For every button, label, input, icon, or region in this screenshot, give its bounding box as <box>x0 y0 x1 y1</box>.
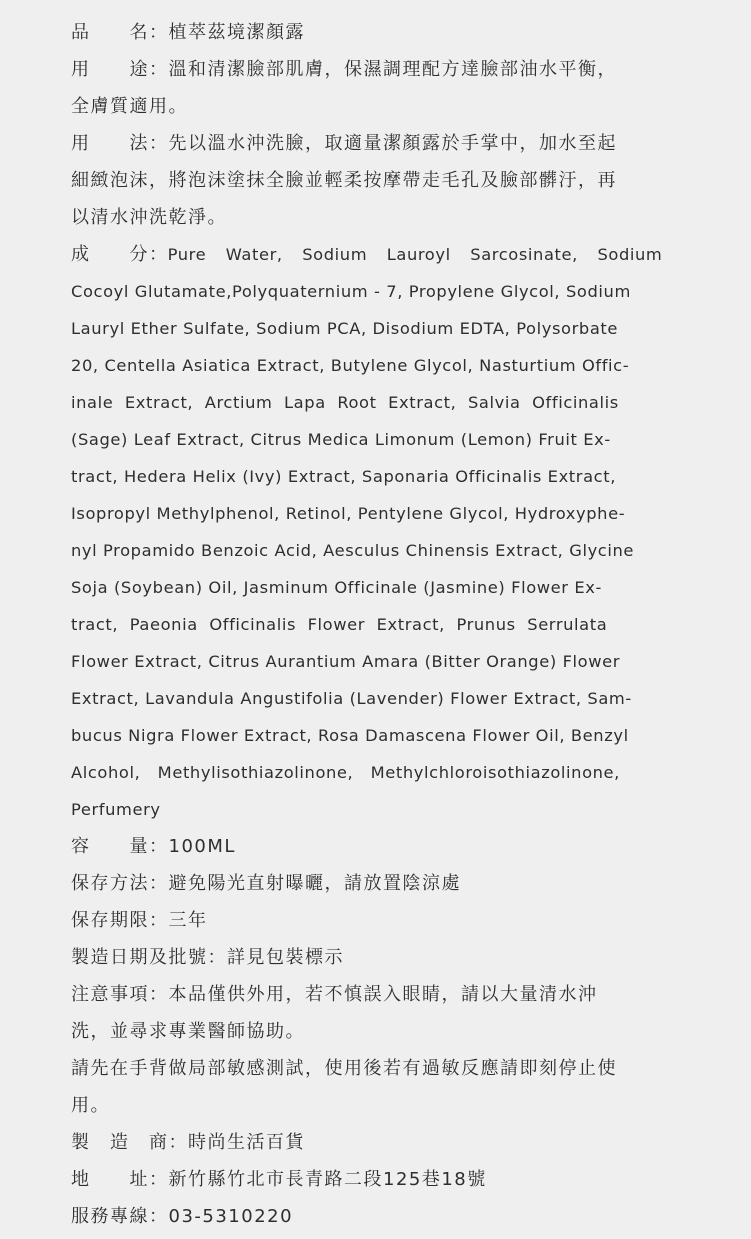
manufacture-date-row <box>71 939 673 976</box>
ingredients-line: (Sage) Leaf Extract, Citrus Medica Limonum (Lemon) Fruit Ex- <box>71 430 611 449</box>
separator: ： <box>149 984 169 1005</box>
ingredients-line: tract, Paeonia Officinalis Flower Extract, Prunus Serrulata <box>71 615 608 634</box>
separator: ： <box>149 1169 169 1190</box>
usage-label: 用 途 <box>71 59 149 80</box>
address-label: 地 址 <box>71 1169 149 1190</box>
separator: ： <box>149 910 169 931</box>
manufacture-date-value: 詳見包裝標示 <box>227 947 344 968</box>
caution-text-line-2: 洗，並尋求專業醫師協助。 <box>71 1021 305 1042</box>
method-label: 用 法 <box>71 133 149 154</box>
caution-row <box>71 976 673 1013</box>
ingredients-line: bucus Nigra Flower Extract, Rosa Damascena Flower Oil, Benzyl <box>71 726 629 745</box>
ingredients-line: nyl Propamido Benzoic Acid, Aesculus Chinensis Extract, Glycine <box>71 541 635 560</box>
usage-text-line-1: 溫和清潔臉部肌膚，保濕調理配方達臉部油水平衡， <box>168 59 617 80</box>
manufacturer-row <box>71 1124 673 1161</box>
ingredients-row <box>71 236 673 273</box>
shelf-life-value: 三年 <box>168 910 208 931</box>
ingredients-line: Perfumery <box>71 800 161 819</box>
separator: ： <box>168 1132 188 1153</box>
separator: ： <box>149 1206 169 1227</box>
ingredients-line: Alcohol, Methylisothiazolinone, Methylchloroisothiazolinone, <box>71 763 620 782</box>
caution-text-line-1: 本品僅供外用，若不慎誤入眼睛，請以大量清水沖 <box>168 984 598 1005</box>
address-value: 新竹縣竹北市長青路二段125巷18號 <box>168 1169 487 1190</box>
ingredients-line: 20, Centella Asiatica Extract, Butylene Glycol, Nasturtium Offic- <box>71 356 630 375</box>
product-name-value: 植萃茲境潔顏露 <box>168 22 305 43</box>
patch-test-line-2: 用。 <box>71 1095 110 1116</box>
storage-method-label: 保存方法 <box>71 873 149 894</box>
product-name-row <box>71 14 673 51</box>
usage-row <box>71 51 673 88</box>
separator: ： <box>149 133 169 154</box>
ingredients-line: Lauryl Ether Sulfate, Sodium PCA, Disodium EDTA, Polysorbate <box>71 319 619 338</box>
ingredients-line: tract, Hedera Helix (Ivy) Extract, Saponaria Officinalis Extract, <box>71 467 616 486</box>
volume-value: 100ML <box>168 836 236 857</box>
ingredients-label: 成 分 <box>71 244 149 265</box>
method-text-line-3: 以清水沖洗乾淨。 <box>71 207 227 228</box>
storage-method-value: 避免陽光直射曝曬，請放置陰涼處 <box>168 873 461 894</box>
ingredients-line: Flower Extract, Citrus Aurantium Amara (Bitter Orange) Flower <box>71 652 621 671</box>
ingredients-block <box>71 236 673 828</box>
shelf-life-row <box>71 902 673 939</box>
separator: ： <box>149 244 168 265</box>
usage-text-line-2: 全膚質適用。 <box>71 96 188 117</box>
manufacture-date-label: 製造日期及批號 <box>71 947 208 968</box>
ingredients-line: Extract, Lavandula Angustifolia (Lavender) Flower Extract, Sam- <box>71 689 632 708</box>
ingredients-line: Isopropyl Methylphenol, Retinol, Pentylene Glycol, Hydroxyphe- <box>71 504 626 523</box>
service-line-row <box>71 1198 673 1235</box>
method-text-line-1: 先以溫水沖洗臉，取適量潔顏露於手掌中，加水至起 <box>168 133 617 154</box>
separator: ： <box>207 947 227 968</box>
ingredients-line: Cocoyl Glutamate,Polyquaternium - 7, Propylene Glycol, Sodium <box>71 282 631 301</box>
ingredients-first-line: Pure Water, Sodium Lauroyl Sarcosinate, Sodium <box>167 245 663 264</box>
storage-method-row <box>71 865 673 902</box>
product-name-label: 品 名 <box>71 22 149 43</box>
caution-label: 注意事項 <box>71 984 149 1005</box>
manufacturer-label: 製 造 商 <box>71 1132 169 1153</box>
separator: ： <box>149 873 169 894</box>
service-line-label: 服務專線 <box>71 1206 149 1227</box>
shelf-life-label: 保存期限 <box>71 910 149 931</box>
ingredients-line: Soja (Soybean) Oil, Jasminum Officinale (Jasmine) Flower Ex- <box>71 578 602 597</box>
ingredients-line: inale Extract, Arctium Lapa Root Extract, Salvia Officinalis <box>71 393 619 412</box>
method-row <box>71 125 673 162</box>
manufacturer-value: 時尚生活百貨 <box>188 1132 305 1153</box>
separator: ： <box>149 59 169 80</box>
patch-test-line-1: 請先在手背做局部敏感測試，使用後若有過敏反應請即刻停止使 <box>71 1058 617 1079</box>
volume-label: 容 量 <box>71 836 149 857</box>
separator: ： <box>149 836 169 857</box>
volume-row <box>71 828 673 865</box>
service-line-value: 03-5310220 <box>168 1206 294 1227</box>
address-row <box>71 1161 673 1198</box>
separator: ： <box>149 22 169 43</box>
method-text-line-2: 細緻泡沫，將泡沫塗抹全臉並輕柔按摩帶走毛孔及臉部髒汙，再 <box>71 170 617 191</box>
